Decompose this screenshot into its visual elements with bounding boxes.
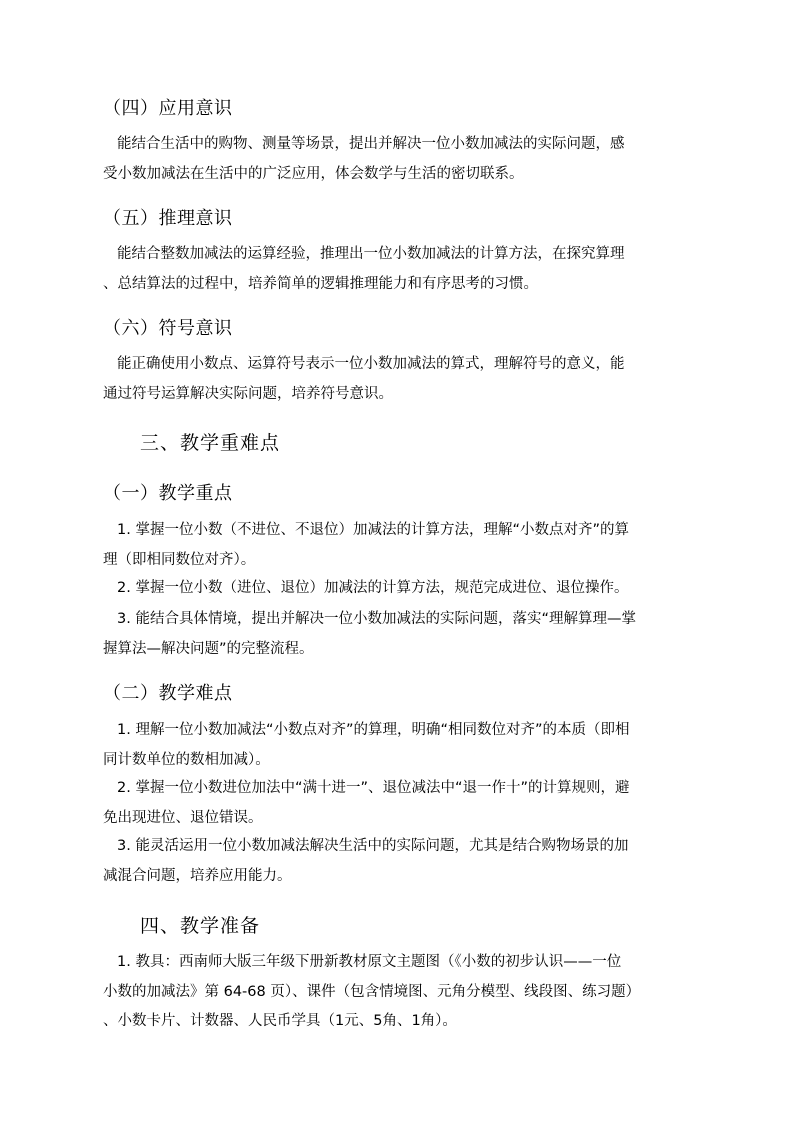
text-line: 通过符号运算解决实际问题，培养符号意识。: [103, 385, 393, 402]
text-line: 3. 能灵活运用一位小数加减法解决生活中的实际问题，尤其是结合购物场景的加: [117, 838, 629, 854]
difficult-points-title: （二）教学难点: [103, 683, 233, 704]
text-line: 能结合整数加减法的运算经验，推理出一位小数加减法的计算方法，在探究算理: [117, 246, 625, 262]
difficult-point-1: [103, 716, 700, 775]
key-point-1: [103, 516, 700, 575]
preparation-paragraph: [103, 948, 700, 1037]
text-line: 2. 掌握一位小数（进位、退位）加减法的计算方法，规范完成进位、退位操作。: [117, 580, 629, 596]
text-line: 同计数单位的数相加减）。: [103, 751, 270, 768]
paragraph-reasoning: [103, 240, 700, 299]
text-line: 1. 理解一位小数加减法“小数点对齐”的算理，明确“相同数位对齐”的本质（即相: [117, 722, 630, 738]
text-line: 理（即相同数位对齐）。: [103, 551, 256, 568]
text-line: 、小数卡片、计数器、人民币学具（1元、5角、1角）。: [103, 1013, 457, 1029]
key-points-title: （一）教学重点: [103, 483, 233, 504]
section-title-application: （四）应用意识: [103, 98, 233, 119]
key-point-3: [103, 605, 700, 664]
paragraph-application: [103, 130, 700, 189]
difficult-point-2: [103, 774, 700, 833]
text-line: 能正确使用小数点、运算符号表示一位小数加减法的算式，理解符号的意义，能: [117, 356, 625, 372]
difficult-point-3: [103, 832, 700, 891]
section-title-reasoning: （五）推理意识: [103, 208, 233, 229]
text-line: 2. 掌握一位小数进位加法中“满十进一”、退位减法中“退一作十”的计算规则，避: [117, 780, 630, 796]
text-line: 握算法—解决问题”的完整流程。: [103, 640, 314, 657]
text-line: 、总结算法的过程中，培养简单的逻辑推理能力和有序思考的习惯。: [103, 275, 538, 292]
paragraph-symbol: [103, 350, 700, 409]
text-line: 免出现进位、退位错误。: [103, 809, 263, 826]
text-line: 3. 能结合具体情境，提出并解决一位小数加减法的实际问题，落实“理解算理—掌: [117, 611, 636, 627]
text-line: 1. 掌握一位小数（不进位、不退位）加减法的计算方法，理解“小数点对齐”的算: [117, 522, 629, 538]
heading-teaching-preparation: 四、教学准备: [140, 915, 261, 937]
text-line: 1. 教具：西南师大版三年级下册新教材原文主题图（《小数的初步认识——一位: [117, 954, 622, 970]
section-title-symbol: （六）符号意识: [103, 318, 233, 339]
text-line: 受小数加减法在生活中的广泛应用，体会数学与生活的密切联系。: [103, 165, 524, 182]
key-point-2: [103, 574, 700, 604]
heading-key-difficult-points: 三、教学重难点: [140, 432, 281, 454]
text-line: 减混合问题，培养应用能力。: [103, 867, 292, 884]
text-line: 能结合生活中的购物、测量等场景，提出并解决一位小数加减法的实际问题，感: [117, 136, 625, 152]
text-line: 小数的加减法》第 64-68 页）、课件（包含情境图、元角分模型、线段图、练习题）: [103, 983, 641, 1000]
